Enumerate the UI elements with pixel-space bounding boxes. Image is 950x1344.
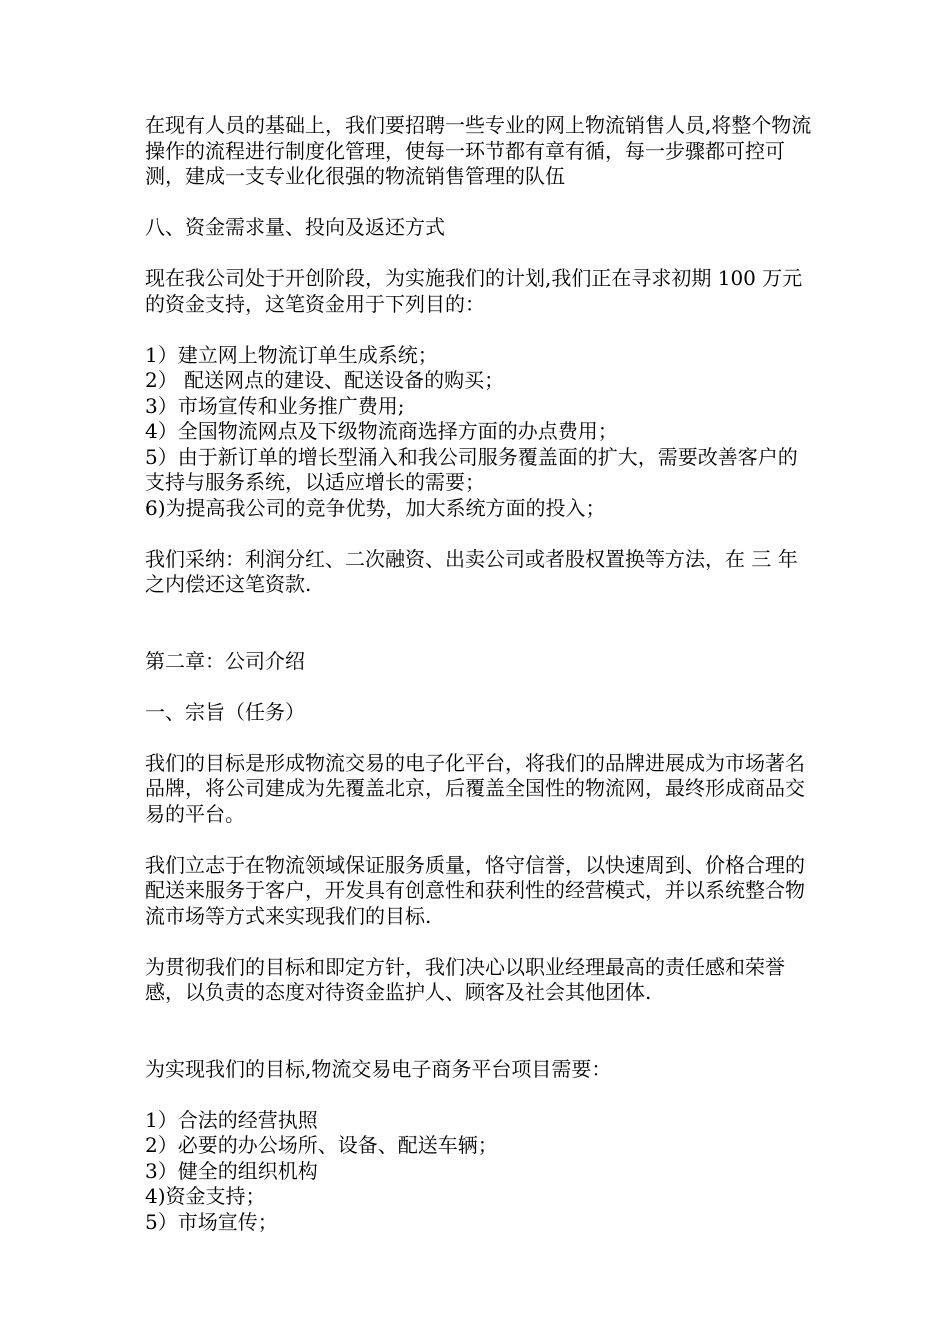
list-item: 5）由于新订单的增长型涌入和我公司服务覆盖面的扩大，需要改善客户的支持与服务系统，以适应增长的需要； [145, 444, 798, 494]
spacer [145, 827, 815, 853]
spacer [145, 1082, 815, 1108]
paragraph-repayment: 我们采纳：利润分红、二次融资、出卖公司或者股权置换等方法，在 三 年之内偿还这笔资款. [145, 546, 798, 596]
list-item: 6)为提高我公司的竞争优势，加大系统方面的投入； [145, 495, 606, 520]
spacer [145, 725, 815, 751]
list-item: 1）合法的经营执照 [145, 1107, 318, 1132]
list-item: 4)资金支持； [145, 1184, 266, 1208]
spacer [145, 241, 815, 267]
list-item: 2）必要的办公场所、设备、配送车辆； [145, 1133, 498, 1157]
spacer [145, 674, 815, 700]
paragraph-funding-intro: 现在我公司处于开创阶段，为实施我们的计划,我们正在寻求初期 100 万元的资金支持，这笔资金用于下列目的： [145, 266, 803, 316]
list-item: 1）建立网上物流订单生成系统； [145, 342, 438, 367]
list-item: 2） 配送网点的建设、配送设备的购买； [145, 368, 505, 392]
list-item: 3）市场宣传和业务推广费用; [145, 393, 405, 418]
requirements-list [145, 1108, 815, 1236]
paragraph-recruitment: 在现有人员的基础上，我们要招聘一些专业的网上物流销售人员,将整个物流操作的流程进行制度化管理，使每一环节都有章有循，每一步骤都可控可测，建成一支专业化很强的物流销售管理的队伍 [145, 113, 812, 188]
fund-uses-list [145, 343, 815, 522]
spacer [145, 521, 815, 547]
list-item: 4）全国物流网点及下级物流商选择方面的办点费用； [145, 419, 618, 443]
spacer [145, 929, 815, 955]
spacer [145, 190, 815, 216]
spacer [145, 1006, 815, 1057]
spacer [145, 598, 815, 649]
section-heading-purpose: 一、宗旨（任务） [145, 699, 305, 724]
list-item: 3）健全的组织机构 [145, 1158, 318, 1183]
list-item: 5）市场宣传； [145, 1209, 278, 1234]
paragraph-requirements-intro: 为实现我们的目标,物流交易电子商务平台项目需要： [145, 1056, 612, 1081]
paragraph-goal: 我们的目标是形成物流交易的电子化平台，将我们的品牌进展成为市场著名品牌，将公司建成为先覆盖北京，后覆盖全国性的物流网，最终形成商品交易的平台。 [145, 750, 805, 826]
document-body [145, 113, 815, 1235]
paragraph-responsibility: 为贯彻我们的目标和即定方针，我们决心以职业经理最高的责任感和荣誉感，以负责的态度对待资金监护人、顾客及社会其他团体. [145, 954, 785, 1004]
spacer [145, 317, 815, 343]
chapter-heading: 第二章：公司介绍 [145, 648, 305, 673]
paragraph-commitment: 我们立志于在物流领域保证服务质量，恪守信誉，以快速周到、价格合理的配送来服务于客户，开发具有创意性和获利性的经营模式，并以系统整合物流市场等方式来实现我们的目标. [145, 852, 805, 928]
section-heading-funding: 八、资金需求量、投向及返还方式 [145, 215, 445, 239]
